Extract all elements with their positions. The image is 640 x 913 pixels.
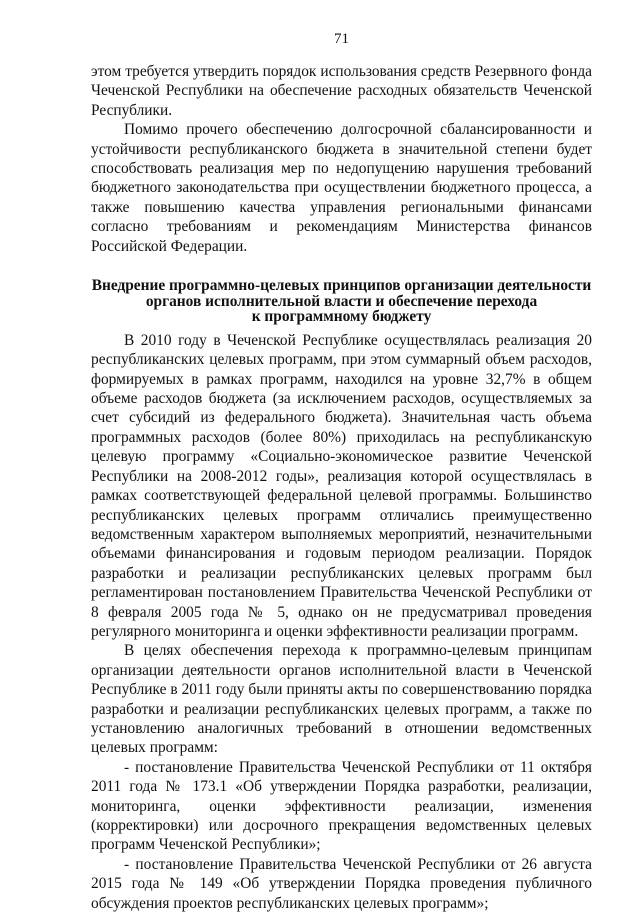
paragraph-budget-stability: Помимо прочего обеспечению долгосрочной сбалансированности и устойчивости республиканского бюджета в значительной степени будет способствовать реализация мер по недопущению нарушения требований бюджетного законодательства при осуществлении бюджетного процесса, а также повышению качества управления региональными финансами согласно требованиям и рекомендациям Министерства финансов Российской Федерации. bbox=[91, 121, 592, 255]
section-heading-line-1: Внедрение программно-целевых принципов организации деятельности bbox=[91, 277, 592, 295]
paragraph-2010-programs: В 2010 году в Чеченской Республике осуществлялась реализация 20 республиканских целевых программ, при этом суммарный объем расходов, формируемых в рамках программ, находился на уровне 32,7% в общем объеме расходов бюджета (за исключением расходов, осуществляемых за счет субсидий из федерального бюджета). Значительная часть объема программных расходов (более 80%) приходилась на республиканскую целевую программу «Социально-экономическое развитие Чеченской Республики на 2008-2012 годы», реализация которой осуществлялась в рамках соответствующей федеральной целевой программы. Большинство республиканских целевых программ отличались преимущественно ведомственным характером выполняемых мероприятий, незначительными объемами финансирования и годовым периодом реализации. Порядок разработки и реализации республиканских целевых программ был регламентирован постановлением Правительства Чеченской Республики от 8 февраля 2005 года № 5, однако он не предусматривал проведения регулярного мониторинга и оценки эффективности реализации программ. bbox=[91, 331, 592, 640]
list-item-resolution-173: - постановление Правительства Чеченской Республики от 11 октября 2011 года № 173.1 «Об утверждении Порядка разработки, реализации, мониторинга, оценки эффективности реализации, изменения (корректировки) или досрочного прекращения ведомственных целевых программ Чеченской Республики»; bbox=[91, 758, 592, 854]
page-number: 71 bbox=[334, 31, 349, 47]
section-heading-line-2: органов исполнительной власти и обеспечение перехода bbox=[145, 292, 538, 310]
paragraph-2011-acts: В целях обеспечения перехода к программно-целевым принципам организации деятельности органов исполнительной власти в Чеченской Республике в 2011 году были приняты акты по совершенствованию порядка разработки и реализации республиканских целевых программ, а также по установлению аналогичных требований в отношении ведомственных целевых программ: bbox=[91, 642, 592, 757]
paragraph-reserve-fund: этом требуется утвердить порядок использования средств Резервного фонда Чеченской Республики на обеспечение расходных обязательств Чеченской Республики. bbox=[91, 63, 592, 119]
list-item-resolution-149: - постановление Правительства Чеченской Республики от 26 августа 2015 года № 149 «Об утверждении Порядка проведения публичного обсуждения проектов республиканских целевых программ»; bbox=[91, 855, 592, 912]
document-page bbox=[91, 30, 592, 913]
section-heading-line-3: к программному бюджету bbox=[251, 308, 432, 326]
section-heading bbox=[91, 278, 592, 325]
